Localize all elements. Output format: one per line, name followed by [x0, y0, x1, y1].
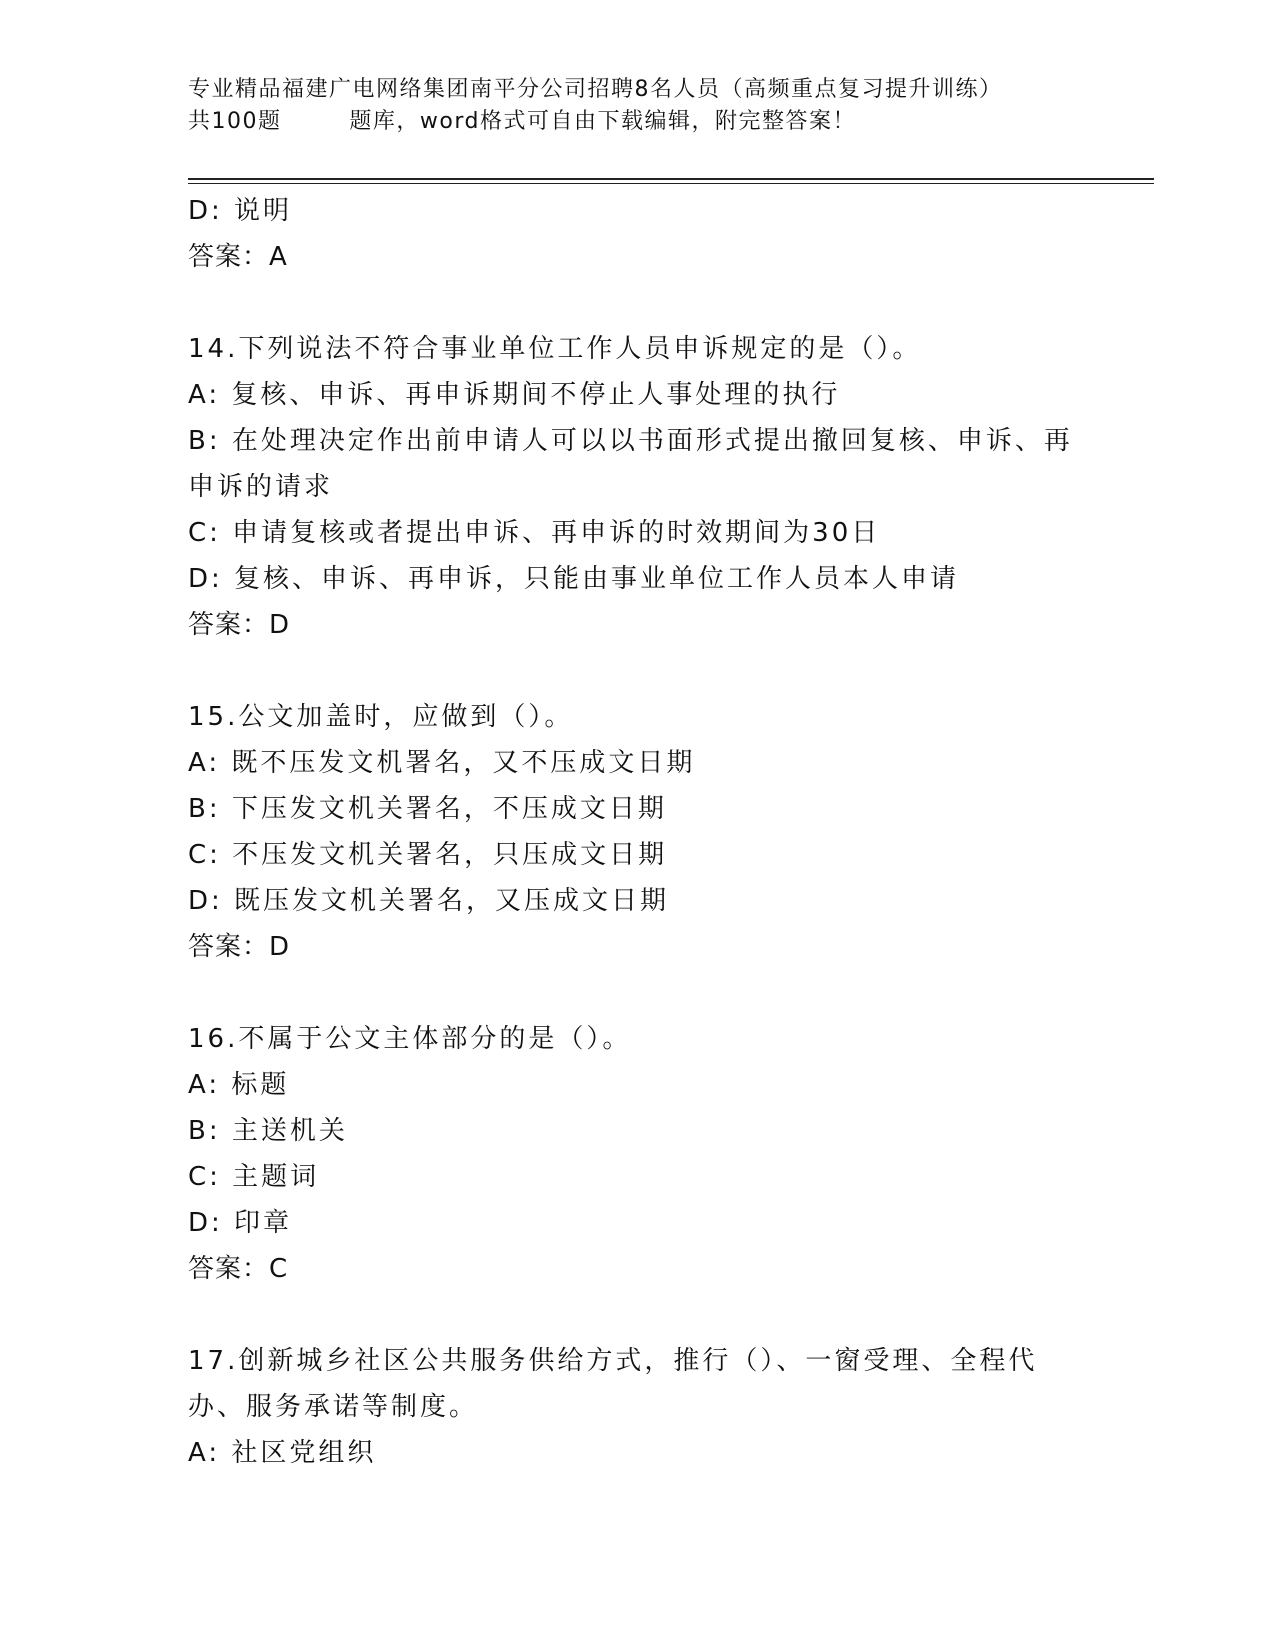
option-a: A: 既不压发文机署名，又不压成文日期 — [188, 748, 696, 778]
option-c: C: 申请复核或者提出申诉、再申诉的时效期间为30日 — [188, 518, 881, 548]
option-d: D: 印章 — [188, 1208, 293, 1238]
option-a: A: 社区党组织 — [188, 1438, 377, 1468]
header-divider-thin — [188, 183, 1154, 184]
question-text: 14.下列说法不符合事业单位工作人员申诉规定的是（）。 — [188, 334, 922, 364]
question-17 — [188, 1338, 1088, 1476]
document-header — [188, 74, 1088, 138]
option-c: C: 主题词 — [188, 1162, 320, 1192]
answer-line: 答案：D — [188, 932, 291, 962]
question-14 — [188, 326, 1088, 648]
option-a: A: 标题 — [188, 1070, 290, 1100]
header-title-line: 专业精品福建广电网络集团南平分公司招聘8名人员（高频重点复习提升训练） — [188, 77, 1003, 102]
option-b: B: 下压发文机关署名，不压成文日期 — [188, 794, 667, 824]
answer-line: 答案：A — [188, 242, 288, 272]
option-d: D: 既压发文机关署名，又压成文日期 — [188, 886, 670, 916]
page-content — [188, 188, 1088, 1476]
option-d: D: 说明 — [188, 196, 293, 226]
header-divider-thick — [188, 178, 1154, 180]
question-16 — [188, 1016, 1088, 1292]
answer-line: 答案：C — [188, 1254, 289, 1284]
header-subtitle-line: 共100题 题库，word格式可自由下载编辑，附完整答案！ — [188, 109, 857, 134]
answer-line: 答案：D — [188, 610, 291, 640]
question-text: 16.不属于公文主体部分的是（）。 — [188, 1024, 632, 1054]
option-a: A: 复核、申诉、再申诉期间不停止人事处理的执行 — [188, 380, 841, 410]
prev-question-tail — [188, 188, 1088, 280]
option-b: B: 主送机关 — [188, 1116, 348, 1146]
question-15 — [188, 694, 1088, 970]
question-text: 15.公文加盖时，应做到（）。 — [188, 702, 574, 732]
option-d: D: 复核、申诉、再申诉，只能由事业单位工作人员本人申请 — [188, 564, 960, 594]
option-b: B: 在处理决定作出前申请人可以以书面形式提出撤回复核、申诉、再申诉的请求 — [188, 426, 1073, 502]
question-text: 17.创新城乡社区公共服务供给方式，推行（）、一窗受理、全程代办、服务承诺等制度。 — [188, 1346, 1038, 1422]
option-c: C: 不压发文机关署名，只压成文日期 — [188, 840, 668, 870]
